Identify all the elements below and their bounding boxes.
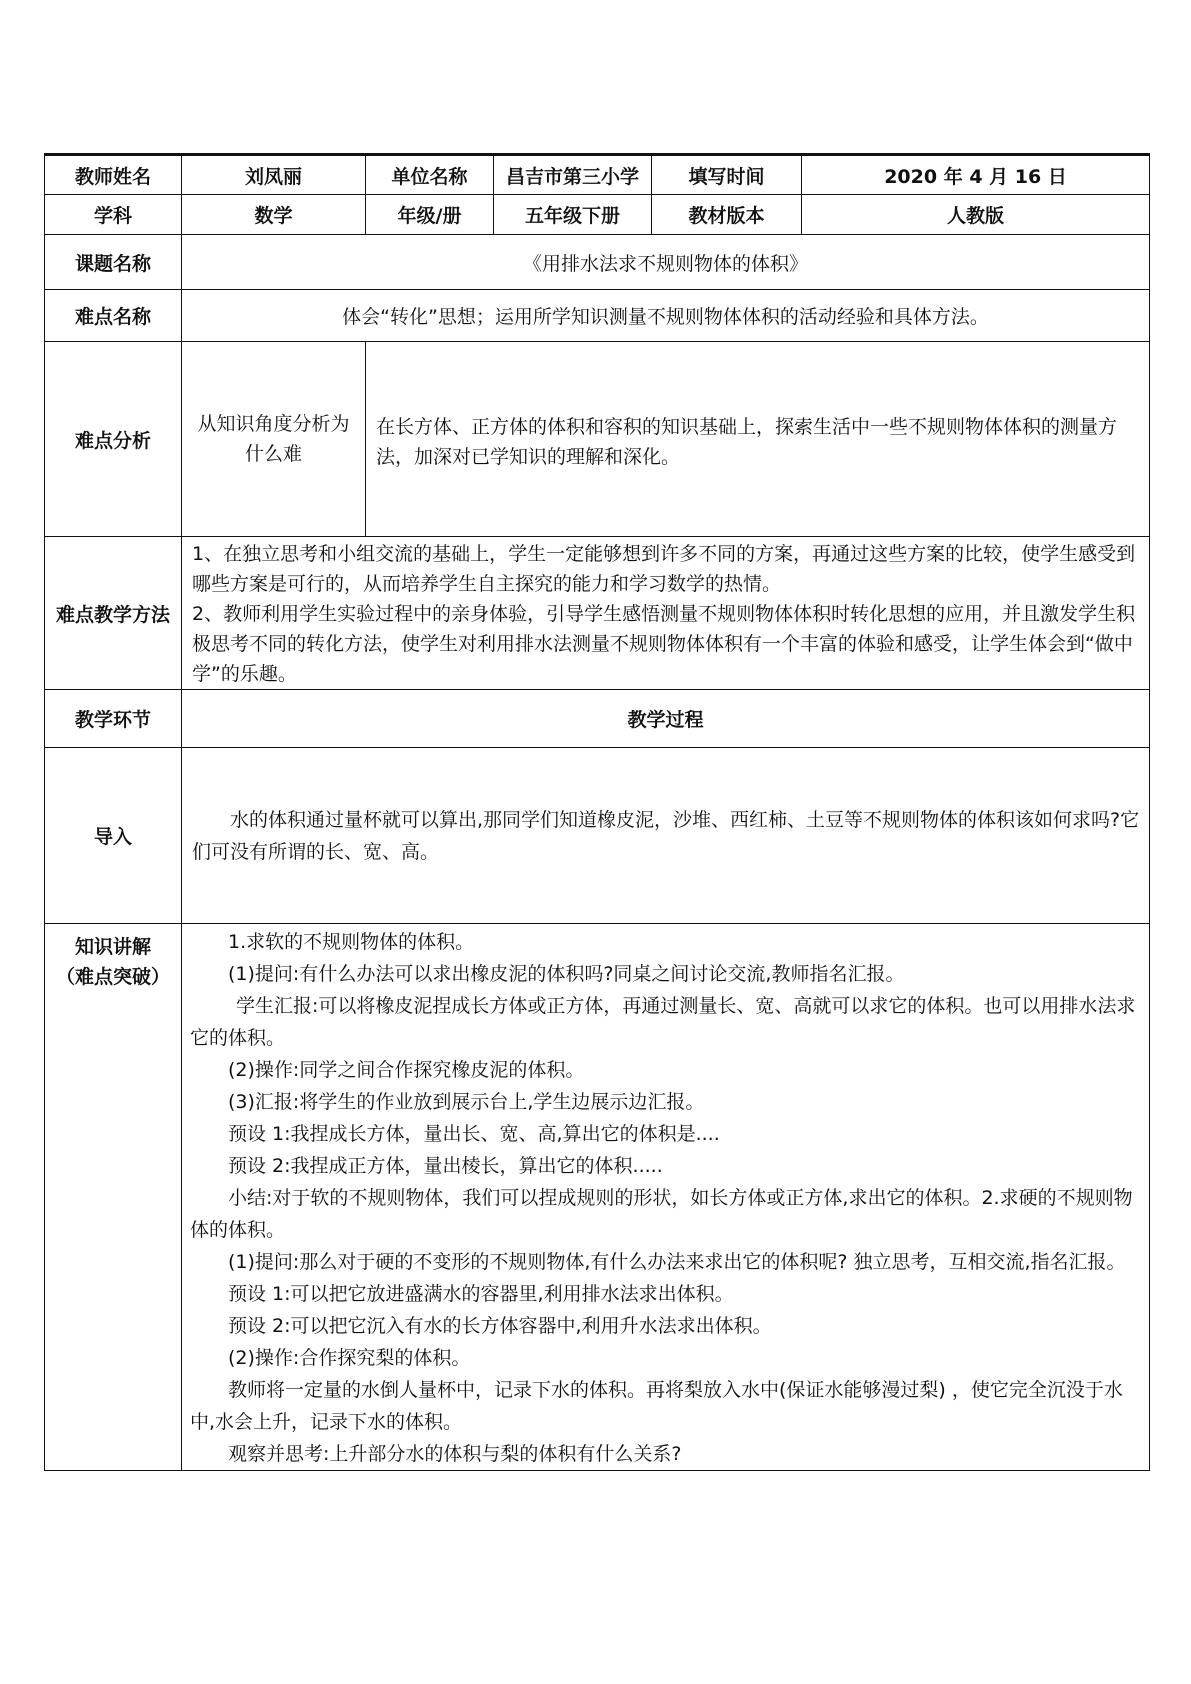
grade-value: 五年级下册 xyxy=(494,195,652,235)
difficulty-label: 难点名称 xyxy=(45,290,182,342)
date-label: 填写时间 xyxy=(652,155,802,195)
method-text xyxy=(182,537,1150,690)
process-stage-label: 教学环节 xyxy=(45,690,182,748)
difficulty-value: 体会“转化”思想；运用所学知识测量不规则物体体积的活动经验和具体方法。 xyxy=(182,290,1150,342)
knowledge-text xyxy=(182,924,1150,1471)
method-paragraph-1: 1、在独立思考和小组交流的基础上，学生一定能够想到许多不同的方案，再通过这些方案的比较，使学生感受到哪些方案是可行的，从而培养学生自主探究的能力和学习数学的热情。 xyxy=(192,543,1136,595)
topic-label: 课题名称 xyxy=(45,235,182,290)
knowledge-line: 预设 2:我捏成正方体，量出棱长，算出它的体积..... xyxy=(228,1155,663,1177)
knowledge-line: (2)操作:合作探究梨的体积。 xyxy=(228,1347,471,1369)
school-label: 单位名称 xyxy=(366,155,494,195)
knowledge-label xyxy=(45,924,182,1471)
edition-label: 教材版本 xyxy=(652,195,802,235)
knowledge-line: 预设 1:我捏成长方体，量出长、宽、高,算出它的体积是.... xyxy=(228,1123,720,1145)
knowledge-line: 预设 1:可以把它放进盛满水的容器里,利用排水法求出体积。 xyxy=(228,1283,734,1305)
teacher-name-label: 教师姓名 xyxy=(45,155,182,195)
analysis-label: 难点分析 xyxy=(45,342,182,537)
edition-value: 人教版 xyxy=(802,195,1150,235)
process-header: 教学过程 xyxy=(182,690,1150,748)
date-value: 2020 年 4 月 16 日 xyxy=(802,155,1150,195)
knowledge-label-line2: （难点突破） xyxy=(55,966,170,988)
knowledge-line: 预设 2:可以把它沉入有水的长方体容器中,利用升水法求出体积。 xyxy=(228,1315,772,1337)
method-paragraph-2: 2、教师利用学生实验过程中的亲身体验，引导学生感悟测量不规则物体体积时转化思想的应用，并且激发学生积极思考不同的转化方法，使学生对利用排水法测量不规则物体体积有一个丰富的体验和感受，让学生体会到“做中学”的乐趣。 xyxy=(192,603,1136,685)
knowledge-line: 学生汇报:可以将橡皮泥捏成长方体或正方体，再通过测量长、宽、高就可以求它的体积。也可以用排水法求它的体积。 xyxy=(190,995,1136,1049)
subject-label: 学科 xyxy=(45,195,182,235)
knowledge-line: 小结:对于软的不规则物体，我们可以捏成规则的形状，如长方体或正方体,求出它的体积。2.求硬的不规则物体的体积。 xyxy=(190,1187,1133,1241)
analysis-sublabel: 从知识角度分析为什么难 xyxy=(182,342,366,537)
knowledge-line: 1.求软的不规则物体的体积。 xyxy=(228,931,475,953)
intro-label: 导入 xyxy=(45,748,182,924)
knowledge-line: (2)操作:同学之间合作探究橡皮泥的体积。 xyxy=(228,1059,585,1081)
knowledge-line: 观察并思考:上升部分水的体积与梨的体积有什么关系? xyxy=(228,1443,682,1465)
knowledge-line: 教师将一定量的水倒人量杯中，记录下水的体积。再将梨放入水中(保证水能够漫过梨) ，使它完全沉没于水中,水会上升，记录下水的体积。 xyxy=(190,1379,1123,1433)
knowledge-line: (1)提问:那么对于硬的不变形的不规则物体,有什么办法来求出它的体积呢? 独立思考，互相交流,指名汇报。 xyxy=(228,1251,1126,1273)
analysis-text: 在长方体、正方体的体积和容积的知识基础上，探索生活中一些不规则物体体积的测量方法，加深对已学知识的理解和深化。 xyxy=(366,342,1150,537)
knowledge-label-line1: 知识讲解 xyxy=(74,936,151,958)
topic-value: 《用排水法求不规则物体的体积》 xyxy=(182,235,1150,290)
method-label: 难点教学方法 xyxy=(45,537,182,690)
grade-label: 年级/册 xyxy=(366,195,494,235)
intro-text: 水的体积通过量杯就可以算出,那同学们知道橡皮泥，沙堆、西红柿、土豆等不规则物体的体积该如何求吗?它们可没有所谓的长、宽、高。 xyxy=(182,748,1150,924)
lesson-plan-table xyxy=(44,153,1150,1471)
knowledge-line: (1)提问:有什么办法可以求出橡皮泥的体积吗?同桌之间讨论交流,教师指名汇报。 xyxy=(228,963,905,985)
school-value: 昌吉市第三小学 xyxy=(494,155,652,195)
teacher-name-value: 刘凤丽 xyxy=(182,155,366,195)
knowledge-line: (3)汇报:将学生的作业放到展示台上,学生边展示边汇报。 xyxy=(228,1091,705,1113)
subject-value: 数学 xyxy=(182,195,366,235)
